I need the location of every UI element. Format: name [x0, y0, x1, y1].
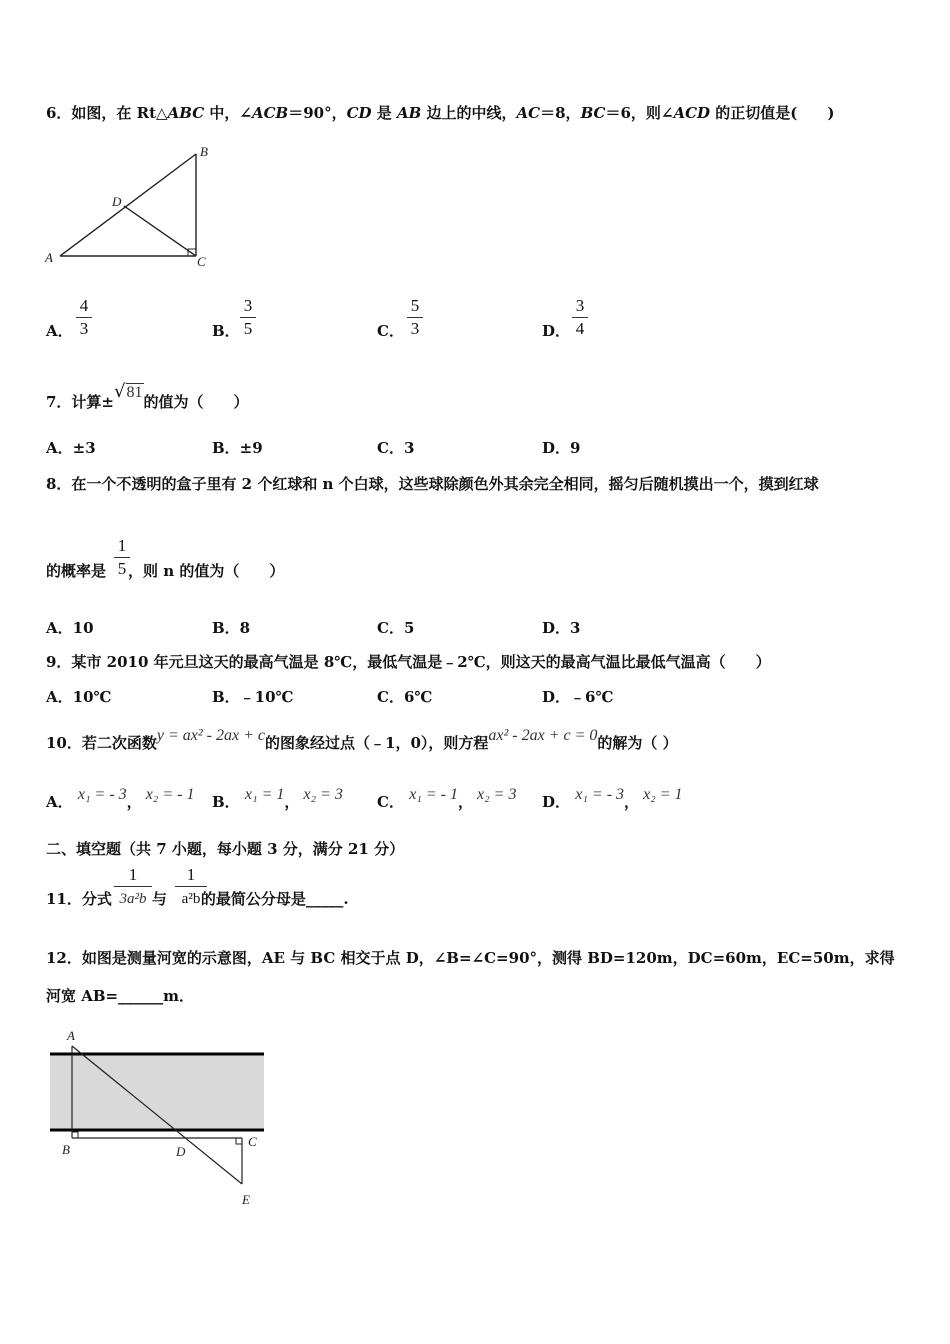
label-b: B	[200, 144, 208, 159]
q10-stem: 10．若二次函数y = ax² - 2ax + c的图象经过点（﹣1，0），则方程ax² - 2ax + c = 0的解为（ ）	[46, 727, 678, 752]
q10-option-c[interactable]: C． x₁ = - 1， x₂ = 3	[377, 786, 517, 811]
q10-option-b[interactable]: B． x₁ = 1， x₂ = 3	[212, 786, 343, 811]
label-e: E	[242, 1192, 250, 1207]
q9-option-b[interactable]: B．﹣10℃	[212, 688, 294, 706]
q6-option-a[interactable]: A．	[46, 322, 73, 340]
q7-option-b[interactable]: B．±9	[212, 439, 263, 457]
q10-option-a[interactable]: A． x₁ = - 3， x₂ = - 1	[46, 786, 195, 811]
q8-option-a[interactable]: A．10	[46, 619, 94, 637]
q9-option-a[interactable]: A．10℃	[46, 688, 112, 706]
label-c: C	[248, 1134, 257, 1149]
right-angle-mark-b	[72, 1132, 78, 1138]
label-b: B	[62, 1142, 70, 1157]
q9-stem: 9．某市 2010 年元旦这天的最高气温是 8℃，最低气温是﹣2℃，则这天的最高气温比最低气温高（ ）	[46, 653, 771, 671]
section-2-heading: 二、填空题（共 7 小题，每小题 3 分，满分 21 分）	[46, 840, 405, 858]
q6-stem: 6．如图，在 Rt△ABC 中，∠ACB＝90°，CD 是 AB 边上的中线，AC＝8，BC＝6，则∠ACD 的正切值是( )	[46, 104, 835, 122]
q6-option-d[interactable]: D．	[542, 322, 571, 340]
q7-option-c[interactable]: C．3	[377, 439, 415, 457]
radicand: 81	[126, 384, 143, 401]
label-a: A	[45, 250, 53, 265]
q6-option-b[interactable]: B．	[212, 322, 240, 340]
sqrt-sign: √	[114, 381, 126, 402]
q12-stem-line2: 河宽 AB=______m．	[46, 987, 194, 1005]
river-area	[50, 1054, 264, 1130]
label-d: D	[176, 1144, 186, 1159]
label-a: A	[67, 1028, 75, 1043]
q7-option-a[interactable]: A．±3	[46, 439, 96, 457]
q7-option-d[interactable]: D．9	[542, 439, 581, 457]
q6-triangle-figure	[40, 140, 230, 270]
q6-option-d-fraction: 3 4	[572, 297, 588, 338]
q8-option-d[interactable]: D．3	[542, 619, 581, 637]
q10-function: y = ax² - 2ax + c	[156, 727, 265, 744]
q8-option-c[interactable]: C．5	[377, 619, 415, 637]
q7-stem: 7．计算±√81的值为（ ）	[46, 381, 249, 411]
q8-stem-line2: 的概率是 ，则 n 的值为（ ）	[46, 562, 285, 580]
q10-option-d[interactable]: D． x₁ = - 3， x₂ = 1	[542, 786, 683, 811]
q6-option-a-fraction: 4 3	[76, 297, 92, 338]
label-d: D	[112, 194, 122, 209]
q11-stem: 11．分式 与 的最简公分母是_____.	[46, 890, 349, 908]
q8-fraction: 1 5	[114, 537, 130, 578]
q9-option-d[interactable]: D．﹣6℃	[542, 688, 614, 706]
q12-river-figure	[40, 1022, 280, 1212]
q12-stem-line1: 12．如图是测量河宽的示意图，AE 与 BC 相交于点 D，∠B=∠C=90°，测得 BD=120m，DC=60m，EC=50m，求得	[46, 949, 895, 967]
segment-ab	[60, 154, 196, 256]
segment-cd	[124, 206, 196, 256]
q8-option-b[interactable]: B．8	[212, 619, 251, 637]
q10-equation: ax² - 2ax + c = 0	[488, 727, 598, 744]
q11-fraction-1: 1 3a²b	[114, 866, 152, 908]
q8-stem-line1: 8．在一个不透明的盒子里有 2 个红球和 n 个白球，这些球除颜色外其余完全相同，摇匀后随机摸出一个，摸到红球	[46, 475, 819, 493]
q6-option-c-fraction: 5 3	[407, 297, 423, 338]
q6-option-b-fraction: 3 5	[240, 297, 256, 338]
q11-fraction-2: 1 a²b	[175, 866, 207, 908]
q6-option-c[interactable]: C．	[377, 322, 404, 340]
right-angle-mark-c	[236, 1138, 242, 1144]
label-c: C	[197, 254, 206, 269]
q9-option-c[interactable]: C．6℃	[377, 688, 433, 706]
